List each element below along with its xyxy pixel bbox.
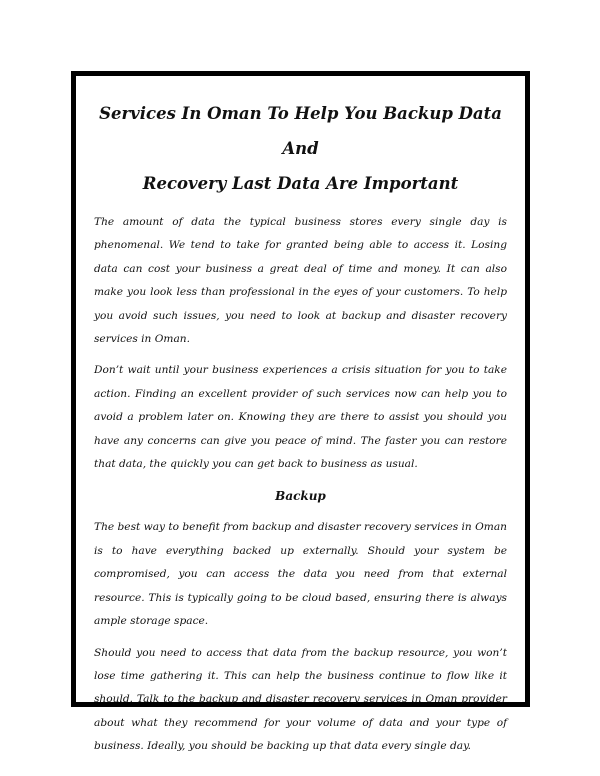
intro-paragraph-2: Don’t wait until your business experiences a crisis situation for you to take action. Finding an excellent provider of such services now can help you to avoid a problem later on. Knowing they are there to assist you should you have any concerns can give you peace of mind. The faster you can restore that data, the quickly you can get back to business as usual.: [94, 364, 507, 471]
title-line-1: Services In Oman To Help You Backup Data And: [99, 104, 502, 158]
document-content: [94, 96, 507, 767]
document-border-frame: [71, 71, 530, 753]
document-title: [94, 96, 507, 201]
backup-paragraph-1: The best way to benefit from backup and disaster recovery services in Oman is to have everything backed up externally. Should your system be compromised, you can access the data you need from that external resource. This is typically going to be cloud based, ensuring there is always ample storage space.: [94, 521, 507, 628]
intro-paragraph-1: The amount of data the typical business stores every single day is phenomenal. We tend to take for granted being able to access it. Losing data can cost your business a great deal of time and money. It can also make you look less than professional in the eyes of your customers. To help you avoid such issues, you need to look at backup and disaster recovery services in Oman.: [94, 216, 507, 346]
backup-paragraph-2: Should you need to access that data from the backup resource, you won’t lose time gathering it. This can help the business continue to flow like it should. Talk to the backup and disaster recovery services in Oman provider about what they recommend for your volume of data and your type of business. Ideally, you should be backing up that data every single day.: [94, 646, 507, 753]
section-heading-backup: Backup: [275, 489, 326, 504]
title-line-2: Recovery Last Data Are Important: [142, 174, 459, 193]
